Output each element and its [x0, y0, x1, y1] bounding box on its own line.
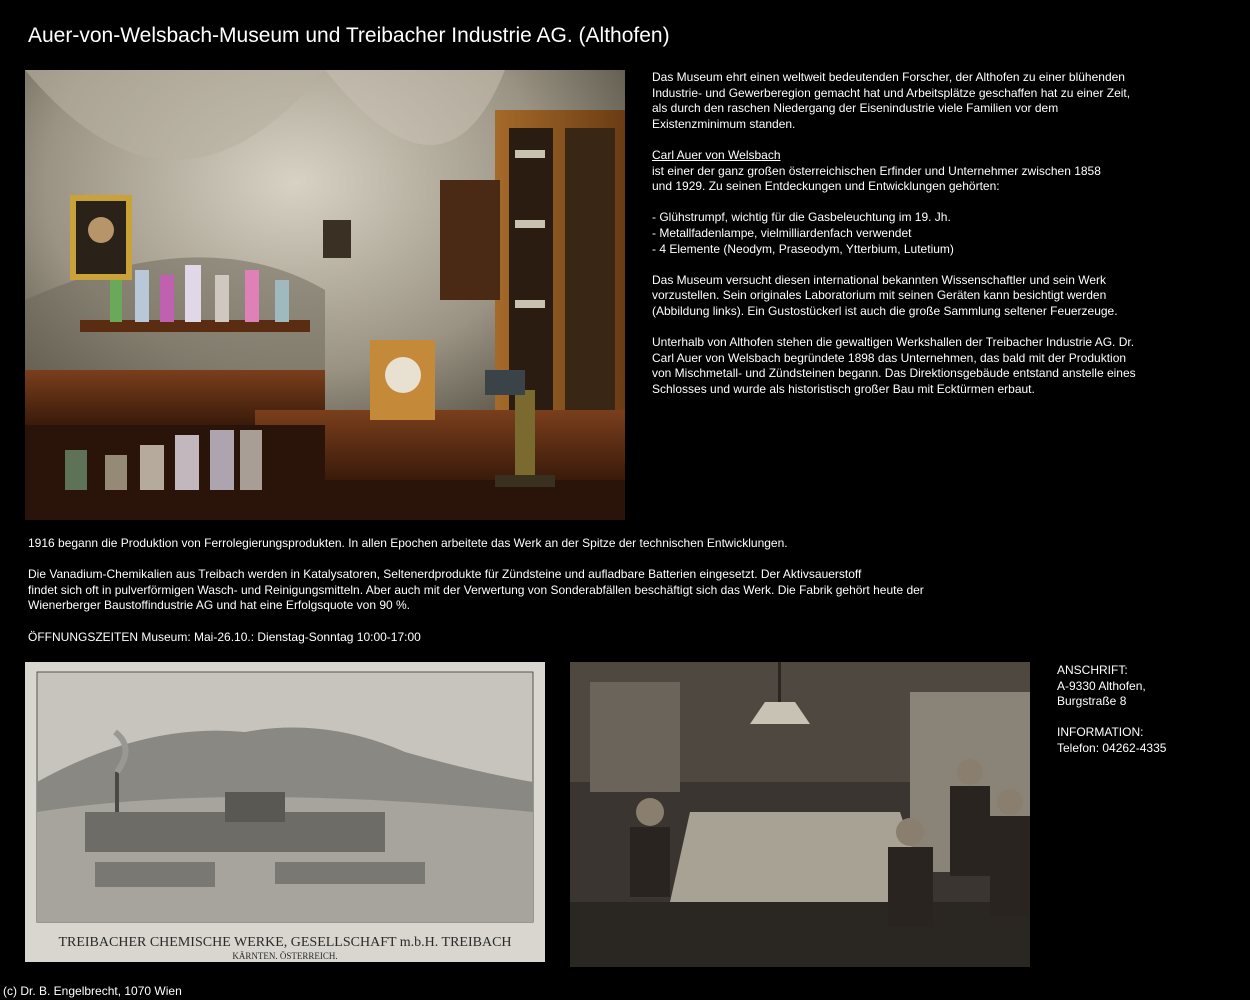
list-item: - Glühstrumpf, wichtig für die Gasbeleuchtung im 19. Jh. [652, 210, 951, 225]
text-line: Wienerberger Baustoffindustrie AG und hat eine Erfolgsquote von 90 %. [28, 598, 411, 613]
text-line: (Abbildung links). Ein Gustostückerl ist auch die große Sammlung seltener Feuerzeuge. [652, 303, 1118, 318]
text-line: als durch den raschen Niedergang der Eisenindustrie viele Familien vor dem [652, 101, 1059, 116]
info-label: INFORMATION: [1057, 725, 1144, 740]
text-line: Carl Auer von Welsbach begründete 1898 das Unternehmen, das bald mit der Produktion [652, 350, 1127, 365]
address-label: ANSCHRIFT: [1057, 663, 1128, 677]
text-line: ist einer der ganz großen österreichischen Erfinder und Unternehmer zwischen 1858 [652, 163, 1101, 178]
text-line: Schlosses und wurde als historistisch großer Bau mit Ecktürmen erbaut. [652, 381, 1035, 396]
name-heading: Carl Auer von Welsbach [652, 147, 781, 162]
text-line: Industrie- und Gewerberegion gemacht hat und Arbeitsplätze geschaffen hat zu einer Zeit, [652, 85, 1131, 100]
text-line: findet sich oft in pulverförmigen Wasch- und Reinigungsmitteln. Aber auch mit der Verwertung von Sonderabfällen beschäftigt sich das Werk. Die Fabrik gehört heute der [28, 582, 924, 597]
page-title: Auer-von-Welsbach-Museum und Treibacher Industrie AG. (Althofen) [28, 24, 670, 47]
address-line: Burgstraße 8 [1057, 694, 1127, 709]
laboratory-photo [25, 70, 625, 520]
museum-description [652, 70, 1152, 397]
text-line: von Mischmetall- und Zündsteinen begann. Das Direktionsgebäude entstand anstelle eines [652, 366, 1136, 381]
factory-workers-photo [570, 662, 1030, 967]
list-item: - 4 Elemente (Neodym, Praseodym, Ytterbium, Lutetium) [652, 241, 954, 256]
list-item: - Metallfadenlampe, vielmilliardenfach verwendet [652, 225, 912, 240]
text-line: und 1929. Zu seinen Entdeckungen und Entwicklungen gehörten: [652, 179, 1000, 194]
text-line: Die Vanadium-Chemikalien aus Treibach werden in Katalysatoren, Seltenerdprodukte für Zündsteine und aufladbare Batterien eingesetzt. Der Aktivsauerstoff [28, 567, 862, 582]
engraving-subcaption: KÄRNTEN. ÖSTERREICH. [232, 951, 338, 961]
text-line: Das Museum ehrt einen weltweit bedeutenden Forscher, der Althofen zu einer blühenden [652, 70, 1125, 84]
text-line: Unterhalb von Althofen stehen die gewaltigen Werkshallen der Treibacher Industrie AG. Dr. [652, 335, 1135, 350]
text-line: Das Museum versucht diesen international bekannten Wissenschaftler und sein Werk [652, 272, 1107, 287]
address-block [1057, 663, 1237, 757]
opening-hours: ÖFFNUNGSZEITEN Museum: Mai-26.10.: Dienstag-Sonntag 10:00-17:00 [28, 629, 421, 644]
text-line: vorzustellen. Sein originales Laboratorium mit seinen Geräten kann besichtigt werden [652, 288, 1107, 303]
phone-number: Telefon: 04262-4335 [1057, 740, 1167, 755]
industry-description [28, 536, 1028, 645]
copyright-footer: (c) Dr. B. Engelbrecht, 1070 Wien [3, 984, 182, 998]
address-line: A-9330 Althofen, [1057, 678, 1146, 693]
text-line: 1916 begann die Produktion von Ferrolegierungsprodukten. In allen Epochen arbeitete das Werk an der Spitze der technischen Entwicklungen. [28, 536, 788, 550]
engraving-caption: TREIBACHER CHEMISCHE WERKE, GESELLSCHAFT m.b.H. TREIBACH [58, 935, 512, 950]
text-line: Existenzminimum standen. [652, 116, 796, 131]
factory-engraving [25, 662, 545, 962]
